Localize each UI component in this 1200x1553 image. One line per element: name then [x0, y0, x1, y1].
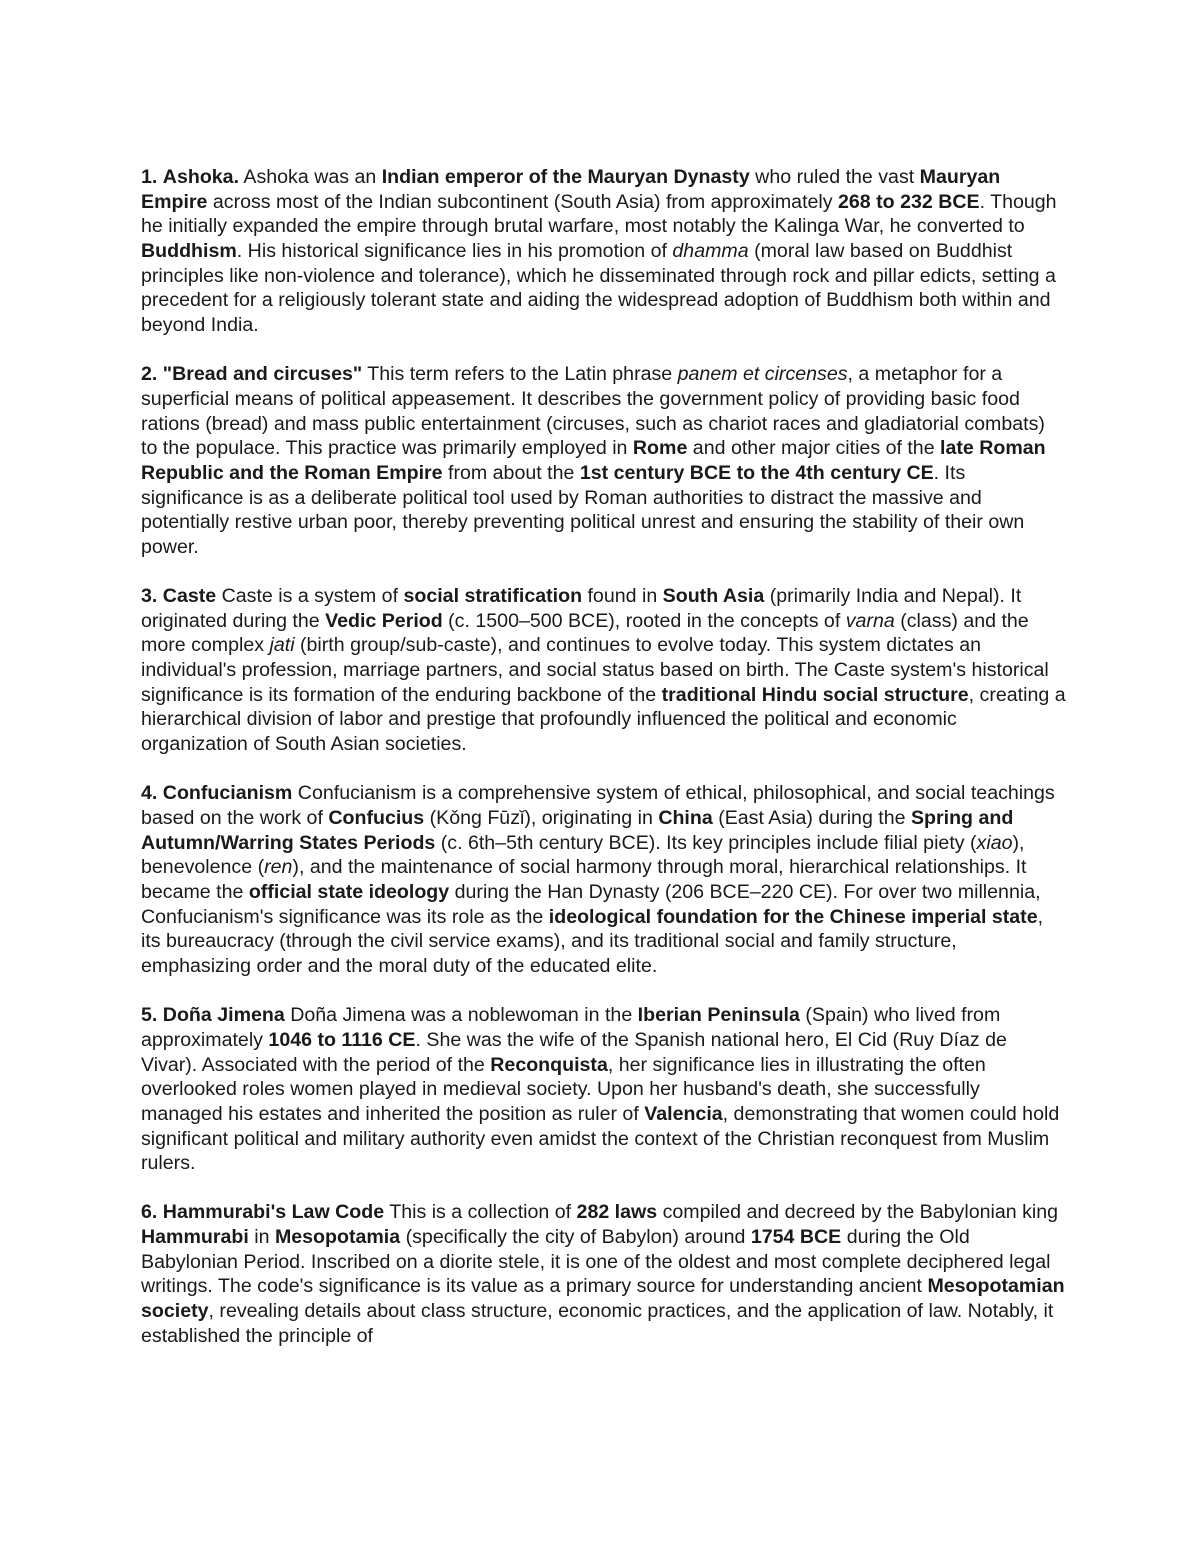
- body-text: during the Old Babylonian Period. Inscribed on a diorite stele, it is one of the oldest and most complete deciphered legal writings. The code's significance is its value as a primary source for understanding ancient: [141, 1226, 1051, 1298]
- body-text: . Though he initially expanded the empire through brutal warfare, most notably the Kalinga War, he converted to: [141, 190, 1057, 238]
- body-text: ), benevolence (: [141, 831, 1025, 879]
- bold-term: Caste: [162, 585, 217, 608]
- bold-term: 1st century BCE to the 4th century CE: [579, 461, 934, 484]
- body-text: . She was the wife of the Spanish national hero, El Cid (Ruy Díaz de Vivar). Associated with the period of the: [141, 1028, 1007, 1076]
- body-text: , a metaphor for a superficial means of political appeasement. It describes the government policy of providing basic food rations (bread) and mass public entertainment (circuses, such as chariot races and gladiatorial combats) to the populace. This practice was primarily employed in: [141, 363, 1045, 460]
- body-text: (Kǒng Fūzǐ), originating in: [424, 807, 659, 830]
- body-text: , creating a hierarchical division of labor and prestige that profoundly influenced the political and economic organization of South Asian societies.: [141, 683, 1066, 756]
- body-text: during the Han Dynasty (206 BCE–220 CE). For over two millennia, Confucianism's significance was its role as the: [141, 880, 1041, 928]
- body-text: from about the: [442, 461, 580, 484]
- bold-term: Hammurabi: [141, 1226, 249, 1249]
- italic-term: xiao: [976, 831, 1013, 854]
- paragraph-number: 6.: [141, 1201, 158, 1224]
- bold-term: 268 to 232 BCE: [838, 190, 980, 213]
- bold-term: official state ideology: [248, 880, 450, 903]
- bold-term: China: [658, 807, 713, 830]
- body-text: (Spain) who lived from approximately: [141, 1004, 1001, 1051]
- bold-term: 282 laws: [576, 1201, 658, 1224]
- body-text: (moral law based on Buddhist principles like non-violence and tolerance), which he disseminated through rock and pillar edicts, setting a precedent for a religiously tolerant state and aiding the widespread adoption of Buddhism both within and beyond India.: [141, 239, 1056, 336]
- body-text: found in: [582, 585, 663, 608]
- bold-term: Rome: [632, 437, 688, 460]
- body-text: . His historical significance lies in his promotion of: [236, 239, 673, 262]
- body-text: , revealing details about class structure, economic practices, and the application of law. Notably, it established the principle of: [141, 1300, 1054, 1347]
- body-text: Confucianism is a comprehensive system of ethical, philosophical, and social teachings based on the work of: [141, 782, 1055, 830]
- italic-term: ren: [264, 856, 293, 879]
- body-text: (c. 1500–500 BCE), rooted in the concepts of: [442, 609, 846, 632]
- paragraph-5: [141, 1003, 1066, 1176]
- italic-term: varna: [845, 609, 895, 632]
- paragraph-number: 1.: [141, 166, 158, 188]
- body-text: who ruled the vast: [749, 166, 920, 188]
- italic-term: dhamma: [672, 239, 749, 262]
- bold-term: Mesopotamian society: [141, 1275, 1065, 1323]
- body-text: Caste is a system of: [216, 585, 404, 608]
- paragraph-number: 2.: [141, 363, 158, 386]
- bold-term: Hammurabi's Law Code: [162, 1201, 385, 1224]
- paragraph-number: 3.: [141, 585, 158, 608]
- bold-term: late Roman Republic and the Roman Empire: [141, 437, 1046, 484]
- bold-term: 1754 BCE: [750, 1226, 842, 1249]
- body-text: (class) and the more complex: [141, 609, 1029, 657]
- bold-term: social stratification: [403, 585, 583, 608]
- body-text: This term refers to the Latin phrase: [362, 363, 678, 386]
- bold-term: South Asia: [662, 585, 765, 608]
- bold-term: Doña Jimena: [162, 1004, 285, 1027]
- bold-term: Valencia: [644, 1102, 723, 1125]
- body-text: , its bureaucracy (through the civil service exams), and its traditional social and family structure, emphasizing order and the moral duty of the educated elite.: [141, 905, 1044, 977]
- body-text: (c. 6th–5th century BCE). Its key principles include filial piety (: [435, 831, 977, 854]
- italic-term: jati: [269, 634, 295, 657]
- bold-term: ideological foundation for the Chinese imperial state: [548, 905, 1038, 928]
- body-text: (East Asia) during the: [712, 807, 911, 830]
- paragraph-number: 4.: [141, 782, 158, 805]
- paragraph-6: [141, 1200, 1066, 1348]
- document-body: [141, 165, 1066, 1373]
- body-text: and other major cities of the: [687, 437, 941, 460]
- bold-term: traditional Hindu social structure: [661, 683, 969, 706]
- bold-term: "Bread and circuses": [162, 363, 363, 386]
- body-text: across most of the Indian subcontinent (South Asia) from approximately: [207, 190, 839, 213]
- bold-term: Spring and Autumn/Warring States Periods: [141, 807, 1014, 854]
- italic-term: panem et circenses: [677, 363, 848, 386]
- paragraph-3: [141, 584, 1066, 757]
- body-text: ), and the maintenance of social harmony through moral, hierarchical relationships. It became the: [141, 856, 1027, 903]
- body-text: (primarily India and Nepal). It originated during the: [141, 585, 1022, 632]
- paragraph-2: [141, 362, 1066, 559]
- bold-term: Buddhism: [141, 239, 237, 262]
- paragraph-1: [141, 165, 1066, 338]
- body-text: This is a collection of: [384, 1201, 577, 1224]
- body-text: (birth group/sub-caste), and continues to evolve today. This system dictates an individual's profession, marriage partners, and social status based on birth. The Caste system's historical significance is its formation of the enduring backbone of the: [141, 634, 1049, 706]
- bold-term: Confucianism: [162, 782, 293, 805]
- bold-term: Reconquista: [490, 1053, 608, 1076]
- bold-term: Mesopotamia: [274, 1226, 401, 1249]
- paragraph-number: 5.: [141, 1004, 158, 1027]
- body-text: (specifically the city of Babylon) around: [400, 1226, 751, 1249]
- bold-term: Ashoka.: [162, 166, 240, 188]
- bold-term: Iberian Peninsula: [637, 1004, 800, 1027]
- bold-term: Vedic Period: [325, 609, 443, 632]
- body-text: , her significance lies in illustrating the often overlooked roles women played in medieval society. Upon her husband's death, she successfully managed his estates and inherited the position as ruler of: [141, 1053, 986, 1125]
- body-text: Ashoka was an: [239, 166, 382, 188]
- body-text: Doña Jimena was a noblewoman in the: [284, 1004, 638, 1027]
- body-text: in: [248, 1226, 275, 1249]
- bold-term: Confucius: [328, 807, 425, 830]
- body-text: , demonstrating that women could hold significant political and military authority even amidst the context of the Christian reconquest from Muslim rulers.: [141, 1102, 1060, 1175]
- bold-term: 1046 to 1116 CE: [268, 1028, 416, 1051]
- paragraph-4: [141, 781, 1066, 978]
- bold-term: Indian emperor of the Mauryan Dynasty: [381, 166, 750, 188]
- bold-term: Mauryan Empire: [141, 166, 1001, 213]
- body-text: . Its significance is as a deliberate political tool used by Roman authorities to distract the massive and potentially restive urban poor, thereby preventing political unrest and ensuring the stability of their own power.: [141, 461, 1025, 558]
- body-text: compiled and decreed by the Babylonian king: [657, 1201, 1059, 1224]
